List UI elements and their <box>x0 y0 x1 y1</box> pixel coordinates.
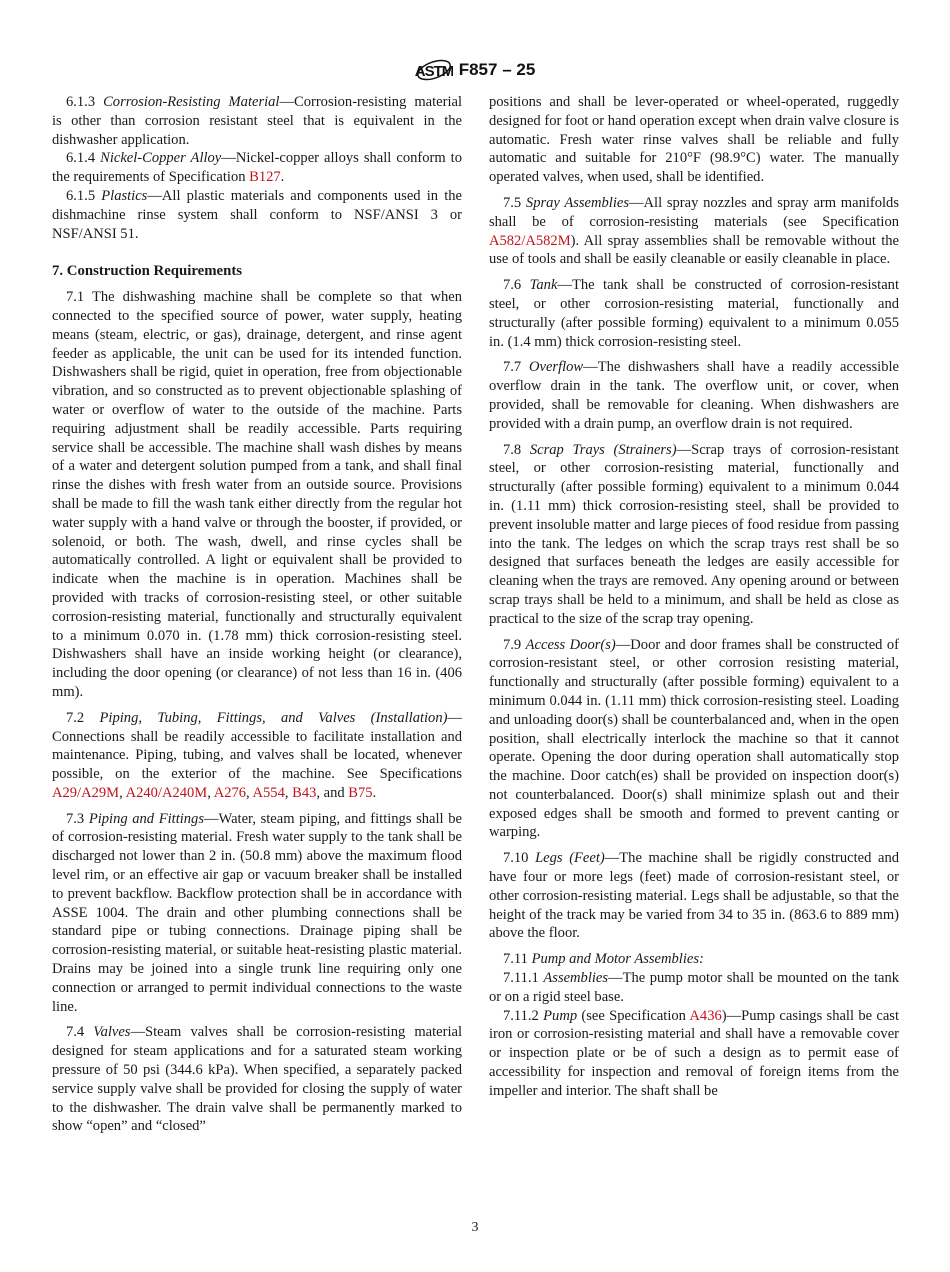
clause-title: Piping, Tubing, Fittings, and Valves (Installation) <box>99 709 448 726</box>
paragraph <box>489 194 899 269</box>
paragraph-text: 7.8 <box>503 441 530 458</box>
paragraph-text: 7.11 <box>503 951 532 968</box>
paragraph-text: —Scrap trays of corrosion-resistant steel, or other corrosion-resisting material, functionally and structurally (after possible forming) equivalent to a minimum 0.044 in. (1.11 mm) thick corrosion-resisting steel, shall be provided to prevent insoluble matter and large pieces of food residue from passing into the tank. The ledges on which the scrap trays rest shall be so designed that surfaces beneath the ledges are easily accessible for cleaning when the trays are removed. Any opening around or between scrap trays shall be held to a minimum, and shall be held as close as practical to the size of the scrap tray opening. <box>489 441 899 627</box>
paragraph-text: 7.3 <box>66 810 89 827</box>
paragraph <box>52 187 462 243</box>
paragraph-text: 7.1 The dishwashing machine shall be complete so that when connected to the specified source of power, water supply, heating means (steam, electric, or gas), drainage, detergent, and rinse agent feeder as applicable, the unit can be used for its intended function. Dishwashers shall be rigid, quiet in operation, free from objectionable vibration, and so constructed as to prevent objectionable splashing of water or overflow of water to the outside of the machine. Parts requiring adjustment shall be readily accessible. Parts requiring service shall be accessible. The machine shall wash dishes by means of a water and detergent solution pumped from a tank, and shall final rinse the dishes with fresh water from an outside source. Provisions shall be made to fill the wash tank either directly from the regular hot water supply with a hand valve or through the booster, if provided, or solenoid, or both. The wash, dwell, and rinse cycles shall be automatically controlled. A light or equivalent shall be provided to indicate when the machine is in operation. Machines shall be provided with tracks of corrosion-resisting steel, or other suitable corrosion-resisting material, functionally and structurally equivalent to a minimum 0.070 in. (1.78 mm) thick corrosion-resisting steel. Dishwashers shall have an inside working height (or clearance), including the door opening (or clearance) of not less than 16 in. (406 mm). <box>52 289 462 700</box>
specification-link[interactable]: A582/A582M <box>489 232 571 249</box>
paragraph-text: 7.4 <box>66 1024 94 1041</box>
paragraph <box>489 358 899 433</box>
clause-title: Nickel-Copper Alloy <box>100 150 222 167</box>
clause-title: Pump <box>543 1007 578 1024</box>
paragraph <box>489 849 899 943</box>
right-column <box>489 93 899 1101</box>
paragraph-text: , <box>284 784 293 801</box>
paragraph-text: —All plastic materials and components used in the dishmachine rinse system shall conform to NSF/ANSI 3 or NSF/ANSI 51. <box>52 187 462 242</box>
paragraph-text: —Nickel-copper alloys shall conform to the requirements of Specification <box>52 150 462 186</box>
clause-title: Access Door(s) <box>525 636 616 653</box>
clause-title: Plastics <box>101 187 148 204</box>
svg-text:ASTM: ASTM <box>414 63 453 80</box>
paragraph-text: —Corrosion-resisting material is other than corrosion resistant steel that is equivalent in the dishwasher application. <box>52 94 462 148</box>
paragraph <box>489 950 899 969</box>
paragraph-text: —Door and door frames shall be constructed of corrosion-resistant steel, or other corrosion resisting material, functionally and structurally (after possible forming) equivalent to a minimum 0.044 in. (1.11 mm) thick corrosion-resisting steel. Loading and unloading door(s) shall be counterbalanced and, when in the open position, shall electrically interlock the machine so that it cannot operate. Opening the door during operation shall automatically stop the machine. Door catch(es) shall be provided on inspection door(s) not counterbalanced. Door(s) shall minimize splash out and their exposed edges shall be smooth and formed to prevent canting or warping. <box>489 636 899 841</box>
paragraph-text: 7.2 <box>66 709 100 726</box>
paragraph-text: 7.6 <box>503 277 530 294</box>
clause-title: Scrap Trays (Strainers) <box>529 441 677 458</box>
clause-title: Assemblies <box>543 970 609 987</box>
paragraph-text: —Water, steam piping, and fittings shall be of corrosion-resisting material. Fresh water supply to the tank shall be discharged not lower than 2 in. (50.8 mm) above the maximum flood level rim, or an effective air gap or vacuum breaker shall be installed to prevent backflow. Backflow protection shall be in accordance with ASSE 1004. The drain and other plumbing connections shall be standard pipe or tubing connections. Drainage piping shall be corrosion-resisting material, or suitable heat-resisting plastic material. Drains may be joined into a single trunk line requiring only one connection or arranged to permit individual connections to the waste line. <box>52 810 462 1015</box>
paragraph-text: 7.11.2 <box>503 1007 544 1024</box>
page-number: 3 <box>471 1220 479 1235</box>
section-heading <box>52 262 462 281</box>
paragraph <box>52 93 462 149</box>
paragraph-text: —All spray nozzles and spray arm manifolds shall be of corrosion-resisting materials (see Specification <box>489 194 899 230</box>
clause-title: Pump and Motor Assemblies: <box>531 951 704 968</box>
specification-link[interactable]: A240/A240M <box>125 784 208 801</box>
specification-link[interactable]: A436 <box>689 1007 722 1024</box>
paragraph-text: 6.1.5 <box>66 187 102 204</box>
clause-title: Corrosion-Resisting Material <box>103 94 280 110</box>
paragraph-text: , and <box>316 784 349 801</box>
clause-title: Spray Assemblies <box>525 194 629 211</box>
paragraph-text: ). All spray assemblies shall be removable without the use of tools and shall be easily cleanable or easily cleanable in place. <box>489 232 899 268</box>
specification-link[interactable]: A276 <box>213 784 247 801</box>
paragraph-text: , <box>207 784 214 801</box>
paragraph-text: , <box>119 784 126 801</box>
paragraph-text: , <box>246 784 253 801</box>
clause-title: Piping and Fittings <box>88 810 204 827</box>
paragraph-text: 7.7 <box>503 359 529 376</box>
paragraph-text: 7.11.1 <box>503 970 544 987</box>
paragraph-text: positions and shall be lever-operated or wheel-operated, ruggedly designed for foot or hand operation except when drain valve closure is automatic. Fresh water rinse valves shall be reliable and fully automatic and suitable for 210°F (98.9°C) water. The manually operated valves, when used, shall be identified. <box>489 94 900 186</box>
paragraph <box>489 276 899 351</box>
paragraph <box>52 810 462 1017</box>
page-header <box>0 55 950 85</box>
paragraph-text: . <box>280 169 285 186</box>
paragraph <box>489 441 899 629</box>
paragraph-text: —The machine shall be rigidly constructed and have four or more legs (feet) made of corrosion-resistant steel, or other corrosion-resisting material. Legs shall be adjustable, so that the height of the track may be varied from 34 to 35 in. (863.6 to 889 mm) above the floor. <box>489 850 899 942</box>
paragraph-text: . <box>372 784 377 801</box>
paragraph-text: 7.5 <box>503 194 526 211</box>
paragraph <box>489 1007 899 1101</box>
specification-link[interactable]: B127 <box>249 169 281 186</box>
paragraph-text: 7.9 <box>503 636 526 653</box>
clause-title: Overflow <box>529 359 584 376</box>
paragraph-text: 6.1.4 <box>66 150 101 167</box>
specification-link[interactable]: B75 <box>348 784 373 801</box>
clause-title: Legs (Feet) <box>535 850 605 867</box>
paragraph <box>489 969 899 1007</box>
paragraph-text: —Connections shall be readily accessible to facilitate installation and maintenance. Piping, tubing, and valves shall be located, whenever possible, on the exterior of the machine. See Specifications <box>52 709 462 783</box>
paragraph-text: —The tank shall be constructed of corrosion-resistant steel, or other corrosion-resisting material, functionally and structurally (after possible forming) equivalent to a minimum 0.055 in. (1.4 mm) thick corrosion-resisting steel. <box>489 277 899 350</box>
paragraph <box>489 93 899 187</box>
left-column <box>52 93 462 1136</box>
paragraph-text: 6.1.3 <box>66 94 104 110</box>
clause-title: Tank <box>529 277 558 294</box>
clause-title: Valves <box>93 1024 131 1041</box>
paragraph-text: 7.10 <box>503 850 536 867</box>
paragraph-text: —The dishwashers shall have a readily accessible overflow drain in the tank. The overflow unit, or cover, when provided, shall be removable for cleaning. When dishwashers are provided with a drain pump, an overflow drain is not required. <box>489 359 899 432</box>
specification-link[interactable]: A554 <box>252 784 285 801</box>
astm-logo-icon <box>415 55 453 85</box>
document-id: F857 – 25 <box>458 60 536 79</box>
paragraph-text: )—Pump casings shall be cast iron or corrosion-resisting material and shall have a removable cover or inspection plate or be of such a design as to permit ease of accessibility for inspection and removal of foreign items from the impeller and interior. The shaft shall be <box>489 1007 899 1099</box>
paragraph-text: 7. Construction Requirements <box>52 263 243 280</box>
specification-link[interactable]: B43 <box>292 784 317 801</box>
paragraph <box>52 709 462 803</box>
paragraph <box>52 1023 462 1136</box>
paragraph-text: —The pump motor shall be mounted on the tank or on a rigid steel base. <box>489 970 899 1005</box>
paragraph <box>489 636 899 843</box>
paragraph <box>52 149 462 187</box>
paragraph-text: —Steam valves shall be corrosion-resisting material designed for steam applications and for a saturated steam working pressure of 50 psi (344.6 kPa). When specified, a separately packed service supply valve shall be provided for closing the supply of water to the dishwasher. The drain valve shall be permanently marked to show “open” and “closed” <box>52 1024 462 1135</box>
paragraph-text: (see Specification <box>577 1007 690 1024</box>
specification-link[interactable]: A29/A29M <box>52 784 120 801</box>
paragraph <box>52 288 462 702</box>
